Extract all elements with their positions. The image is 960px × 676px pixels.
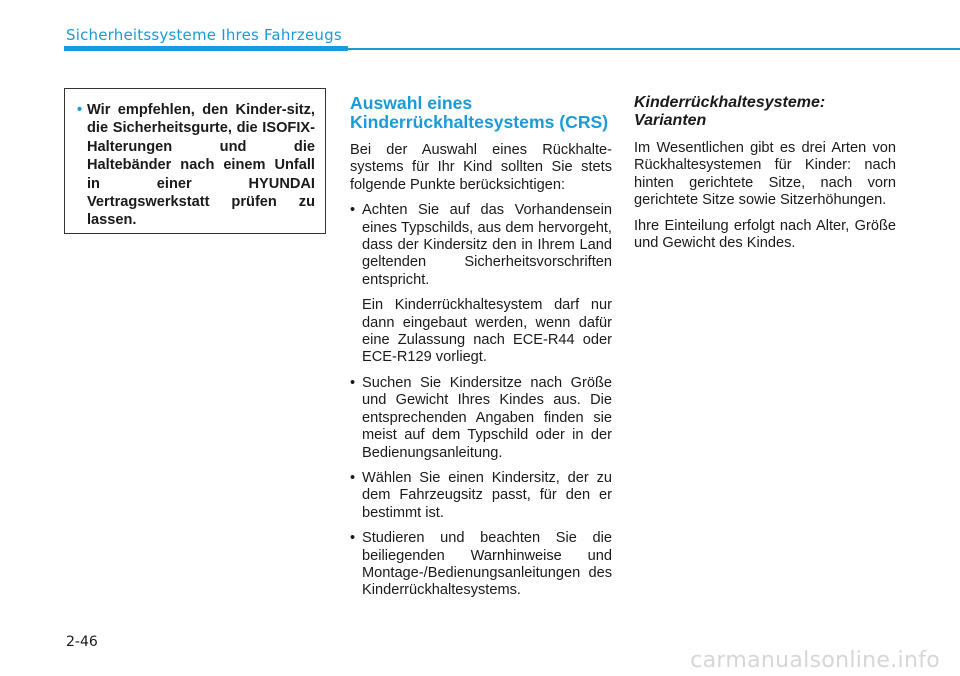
heading-line-1: Kinderrückhaltesysteme: xyxy=(634,94,826,111)
heading-line-1: Auswahl eines xyxy=(350,93,473,113)
list-item-text: Wählen Sie einen Kindersitz, der zu dem Fahrzeugsitz passt, für den er bestimmt ist. xyxy=(362,469,612,521)
bullet-icon: • xyxy=(350,374,356,391)
list-item-text: Achten Sie auf das Vorhandensein eines Typschilds, aus dem hervorgeht, dass der Kindersitz den in Ihrem Land geltenden Sicherheitsvorschriften entspricht. xyxy=(362,202,612,288)
list-item xyxy=(350,470,612,522)
note-box xyxy=(64,88,326,234)
checklist xyxy=(350,202,612,600)
list-item-text: Suchen Sie Kindersitze nach Größe und Gewicht Ihres Kindes aus. Die entsprechenden Angaben finden sie meist auf dem Typschild oder in der Bedienungsanleitung. xyxy=(362,374,612,461)
bullet-icon: • xyxy=(350,530,356,547)
note-text: Wir empfehlen, den Kinder-sitz, die Sicherheitsgurte, die ISOFIX-Halterungen und die Haltebänder nach einem Unfall in einer HYUNDAI Vertragswerkstatt prüfen zu lassen. xyxy=(87,102,315,229)
section-title: Sicherheitssysteme Ihres Fahrzeugs xyxy=(66,26,342,44)
bullet-icon: • xyxy=(350,202,356,219)
header-rule-thick xyxy=(64,46,348,51)
middle-column xyxy=(350,94,612,608)
bullet-icon: • xyxy=(350,469,356,486)
bullet-icon: • xyxy=(77,102,83,118)
classification-paragraph: Ihre Einteilung erfolgt nach Alter, Größe und Gewicht des Kindes. xyxy=(634,217,896,252)
watermark: carmanualsonline.info xyxy=(690,648,940,673)
list-item-extra: Ein Kinderrückhaltesystem darf nur dann eingebaut werden, wenn dafür eine Zulassung nach ECE-R44 oder ECE-R129 vorliegt. xyxy=(362,297,612,366)
page-number: 2-46 xyxy=(66,634,98,650)
list-item xyxy=(350,375,612,462)
intro-paragraph: Bei der Auswahl eines Rückhalte-systems für Ihr Kind sollten Sie stets folgende Punkte berücksichtigen: xyxy=(350,142,612,193)
list-item xyxy=(350,202,612,367)
variants-heading xyxy=(634,94,896,130)
list-item xyxy=(350,530,612,600)
heading-line-2: Varianten xyxy=(634,112,707,129)
crs-selection-heading xyxy=(350,94,612,132)
list-item-text: Studieren und beachten Sie die beiliegenden Warnhinweise und Montage-/Bedienungsanleitungen des Kinderrückhaltesystems. xyxy=(362,530,612,599)
variants-paragraph: Im Wesentlichen gibt es drei Arten von Rückhaltesystemen für Kinder: nach hinten gerichtete Sitze, nach vorn gerichtete Sitze sowie Sitzerhöhungen. xyxy=(634,140,896,209)
right-column xyxy=(634,94,896,260)
header-rule-thin xyxy=(348,48,960,50)
heading-line-2: Kinderrückhaltesystems (CRS) xyxy=(350,112,609,132)
note-item xyxy=(77,101,315,230)
